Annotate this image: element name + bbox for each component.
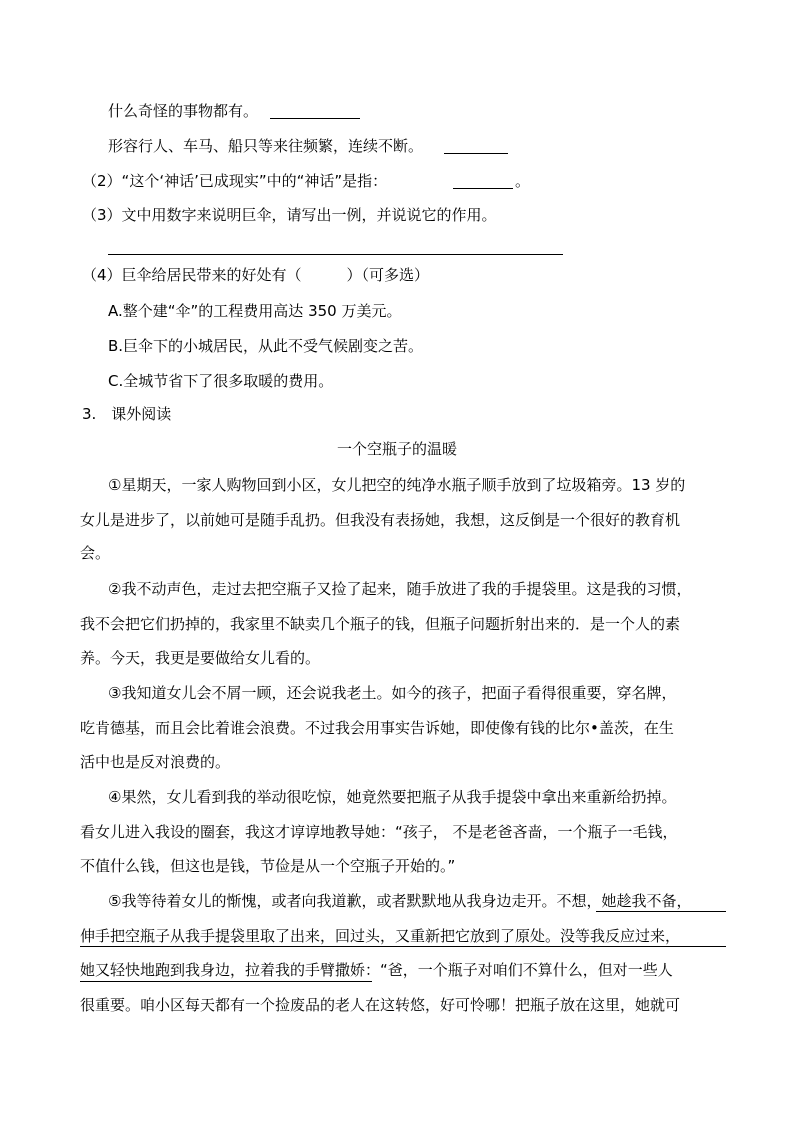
paragraph-5-text-2: 伸手把空瓶子从我手提袋里取了出来，回过头，又重新把它放到了原处。没等我反应过来， xyxy=(80,927,681,945)
underline-2 xyxy=(80,946,726,947)
paragraph-2-text-1: ②我不动声色，走过去把空瓶子又捡了起来，随手放进了我的手提袋里。这是我的习惯， xyxy=(108,580,692,598)
definition-text-1: 什么奇怪的事物都有。 xyxy=(108,102,259,120)
option-b-text: B.巨伞下的小城居民，从此不受气候剧变之苦。 xyxy=(108,337,424,355)
paragraph-1-line-1 xyxy=(0,470,794,500)
paragraph-1-line-2 xyxy=(0,505,794,535)
paragraph-3-text-3: 活中也是反对浪费的。 xyxy=(80,753,231,771)
paragraph-3-line-3 xyxy=(0,747,794,777)
question-3-text: （3）文中用数字来说明巨伞，请写出一例，并说说它的作用。 xyxy=(82,206,497,224)
paragraph-1-text-3: 会。 xyxy=(80,544,111,562)
question-2-period: 。 xyxy=(515,172,531,190)
paragraph-2-line-3 xyxy=(0,643,794,673)
option-b[interactable] xyxy=(0,331,794,361)
paragraph-2-line-2 xyxy=(0,609,794,639)
paragraph-4-line-1 xyxy=(0,782,794,812)
paragraph-4-line-3 xyxy=(0,851,794,881)
paragraph-5-text-3: 她又轻快地跑到我身边，拉着我的手臂撒娇：“爸，一个瓶子对咱们不算什么，但对一些人 xyxy=(80,961,673,979)
paragraph-5-line-4 xyxy=(0,990,794,1020)
definition-text-2: 形容行人、车马、船只等来往频繁，连续不断。 xyxy=(108,137,424,155)
paragraph-4-line-2 xyxy=(0,817,794,847)
paragraph-1-text-2: 女儿是进步了，以前她可是随手乱扔。但我没有表扬她，我想，这反倒是一个很好的教育机 xyxy=(80,511,681,529)
question-3-answer-blank[interactable] xyxy=(108,254,563,255)
question-4-text: （4）巨伞给居民带来的好处有（ ）（可多选） xyxy=(82,266,430,284)
paragraph-4-text-3: 不值什么钱，但这也是钱，节俭是从一个空瓶子开始的。” xyxy=(80,857,456,875)
paragraph-2-line-1 xyxy=(0,574,794,604)
underline-3 xyxy=(80,981,372,982)
paragraph-1-text-1: ①星期天，一家人购物回到小区，女儿把空的纯净水瓶子顺手放到了垃圾箱旁。13 岁的 xyxy=(108,476,686,494)
paragraph-3-line-2 xyxy=(0,713,794,743)
paragraph-4-text-2: 看女儿进入我设的圈套，我这才谆谆地教导她：“孩子， 不是老爸吝啬，一个瓶子一毛钱， xyxy=(80,823,678,841)
section-3-text: 3. 课外阅读 xyxy=(82,405,172,423)
paragraph-3-text-1: ③我知道女儿会不屑一顾，还会说我老土。如今的孩子，把面子看得很重要，穿名牌， xyxy=(108,684,677,702)
paragraph-5-text-1: ⑤我等待着女儿的惭愧，或者向我道歉，或者默默地从我身边走开。不想，她趁我不备， xyxy=(108,892,692,910)
paragraph-2-text-3: 养。今天，我更是要做给女儿看的。 xyxy=(80,649,321,667)
option-c[interactable] xyxy=(0,366,794,396)
option-a[interactable] xyxy=(0,296,794,326)
question-4-line xyxy=(0,260,794,290)
underline-1 xyxy=(596,911,726,912)
paragraph-5-text-4: 很重要。咱小区每天都有一个捡废品的老人在这转悠，好可怜哪！把瓶子放在这里，她就可 xyxy=(80,996,681,1014)
question-2-line xyxy=(0,166,794,196)
paragraph-2-text-2: 我不会把它们扔掉的，我家里不缺卖几个瓶子的钱，但瓶子问题折射出来的．是一个人的素 xyxy=(80,615,681,633)
question-2-text: （2）“这个‘神话’已成现实”中的“神话”是指： xyxy=(82,172,388,190)
paragraph-3-line-1 xyxy=(0,678,794,708)
option-c-text: C.全城节省下了很多取暖的费用。 xyxy=(108,372,334,390)
section-3-heading xyxy=(0,399,794,429)
question-3-line xyxy=(0,200,794,230)
option-a-text: A.整个建“伞”的工程费用高达 350 万美元。 xyxy=(108,302,402,320)
paragraph-3-text-2: 吃肯德基，而且会比着谁会浪费。不过我会用事实告诉她，即使像有钱的比尔•盖茨，在生 xyxy=(80,719,674,737)
answer-line-2 xyxy=(0,131,794,161)
paragraph-1-line-3 xyxy=(0,538,794,568)
answer-line-1 xyxy=(0,96,794,126)
article-title: 一个空瓶子的温暖 xyxy=(336,440,457,458)
question-2-blank[interactable] xyxy=(453,188,513,189)
paragraph-4-text-1: ④果然，女儿看到我的举动很吃惊，她竟然要把瓶子从我手提袋中拿出来重新给扔掉。 xyxy=(108,788,677,806)
answer-blank-1[interactable] xyxy=(270,118,360,119)
answer-blank-2[interactable] xyxy=(444,153,508,154)
